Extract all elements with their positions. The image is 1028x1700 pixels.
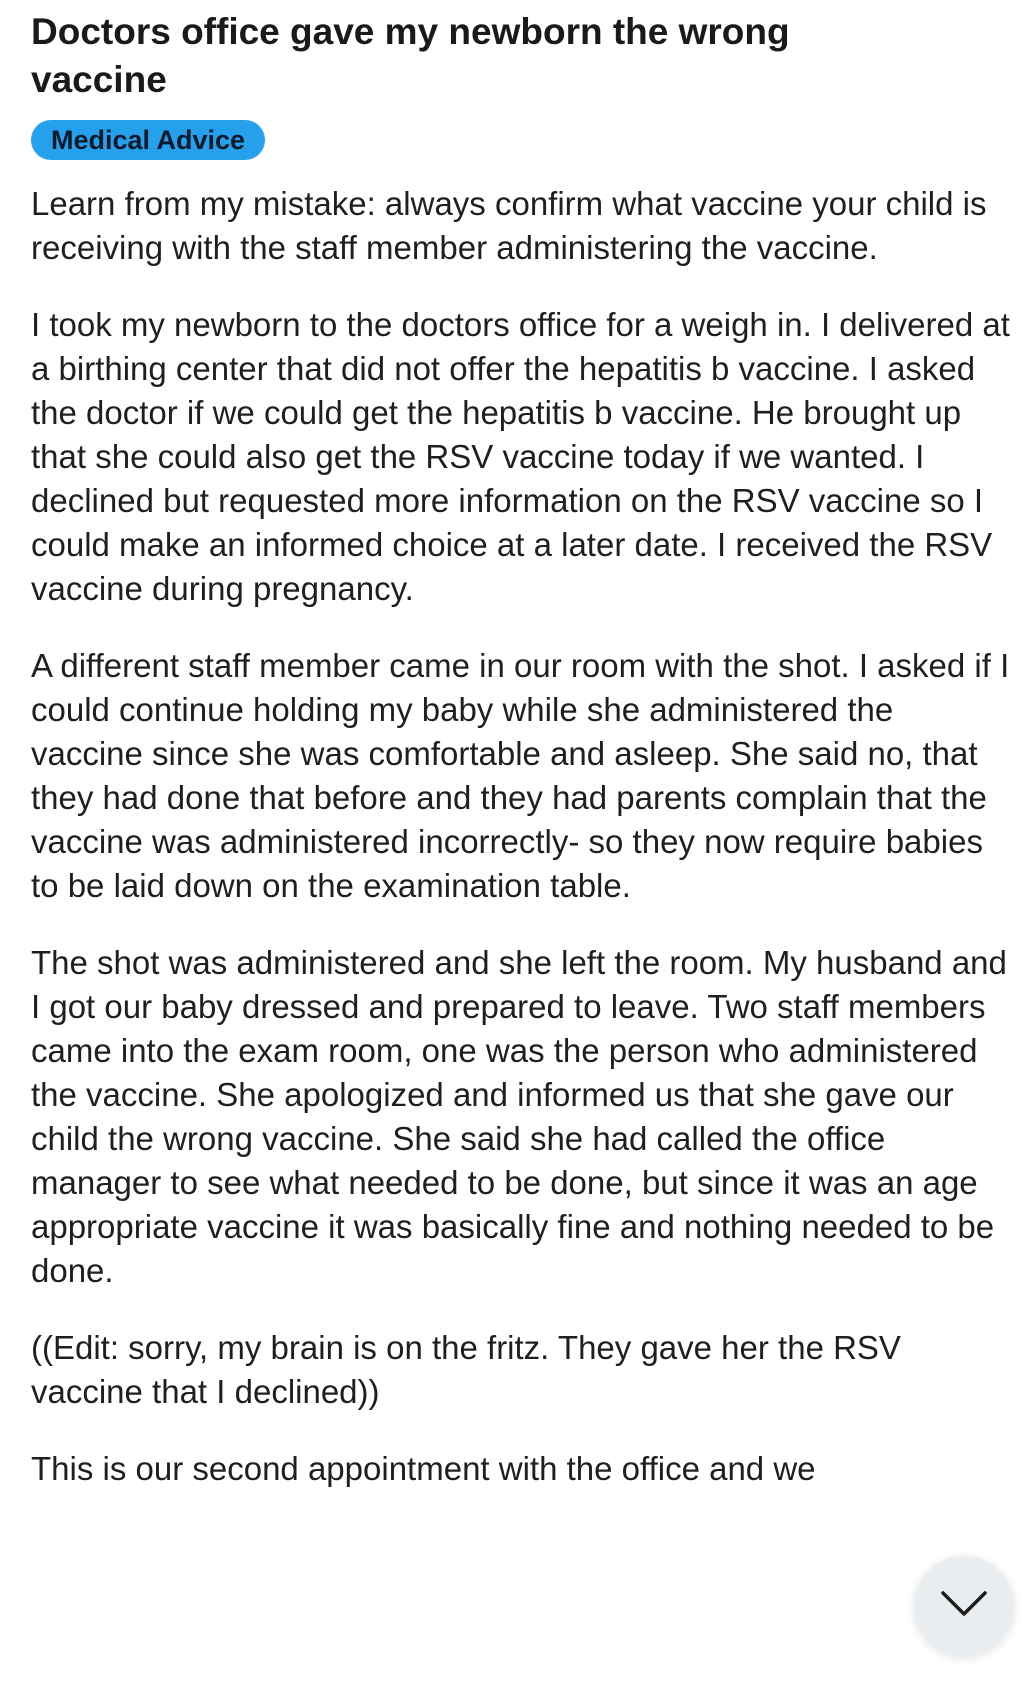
post-paragraph: The shot was administered and she left the room. My husband and I got our baby dressed and prepared to leave. Two staff members came into the exam room, one was the person who administered the vaccine. She apologized and informed us that she gave our child the wrong vaccine. She said she had called the office manager to see what needed to be done, but since it was an age appropriate vaccine it was basically fine and nothing needed to be done.: [31, 944, 1007, 1289]
post-body: [31, 182, 1011, 1491]
post-paragraph: A different staff member came in our room with the shot. I asked if I could continue holding my baby while she administered the vaccine since she was comfortable and asleep. She said no, that they had done that before and they had parents complain that the vaccine was administered incorrectly- so they now require babies to be laid down on the examination table.: [31, 647, 1010, 904]
post: [31, 0, 1011, 1524]
scroll-down-button[interactable]: [914, 1556, 1014, 1656]
chevron-down-icon: [940, 1590, 988, 1623]
post-paragraph: Learn from my mistake: always confirm what vaccine your child is receiving with the staff member administering the vaccine.: [31, 185, 987, 266]
post-paragraph: ((Edit: sorry, my brain is on the fritz. They gave her the RSV vaccine that I declined)): [31, 1329, 901, 1410]
post-paragraph: This is our second appointment with the office and we: [31, 1450, 816, 1487]
flair-badge[interactable]: Medical Advice: [31, 120, 265, 160]
post-paragraph: I took my newborn to the doctors office for a weigh in. I delivered at a birthing center that did not offer the hepatitis b vaccine. I asked the doctor if we could get the hepatitis b vaccine. He brought up that she could also get the RSV vaccine today if we wanted. I declined but requested more information on the RSV vaccine so I could make an informed choice at a later date. I received the RSV vaccine during pregnancy.: [31, 306, 1010, 607]
post-title: Doctors office gave my newborn the wrong vaccine: [31, 11, 790, 100]
